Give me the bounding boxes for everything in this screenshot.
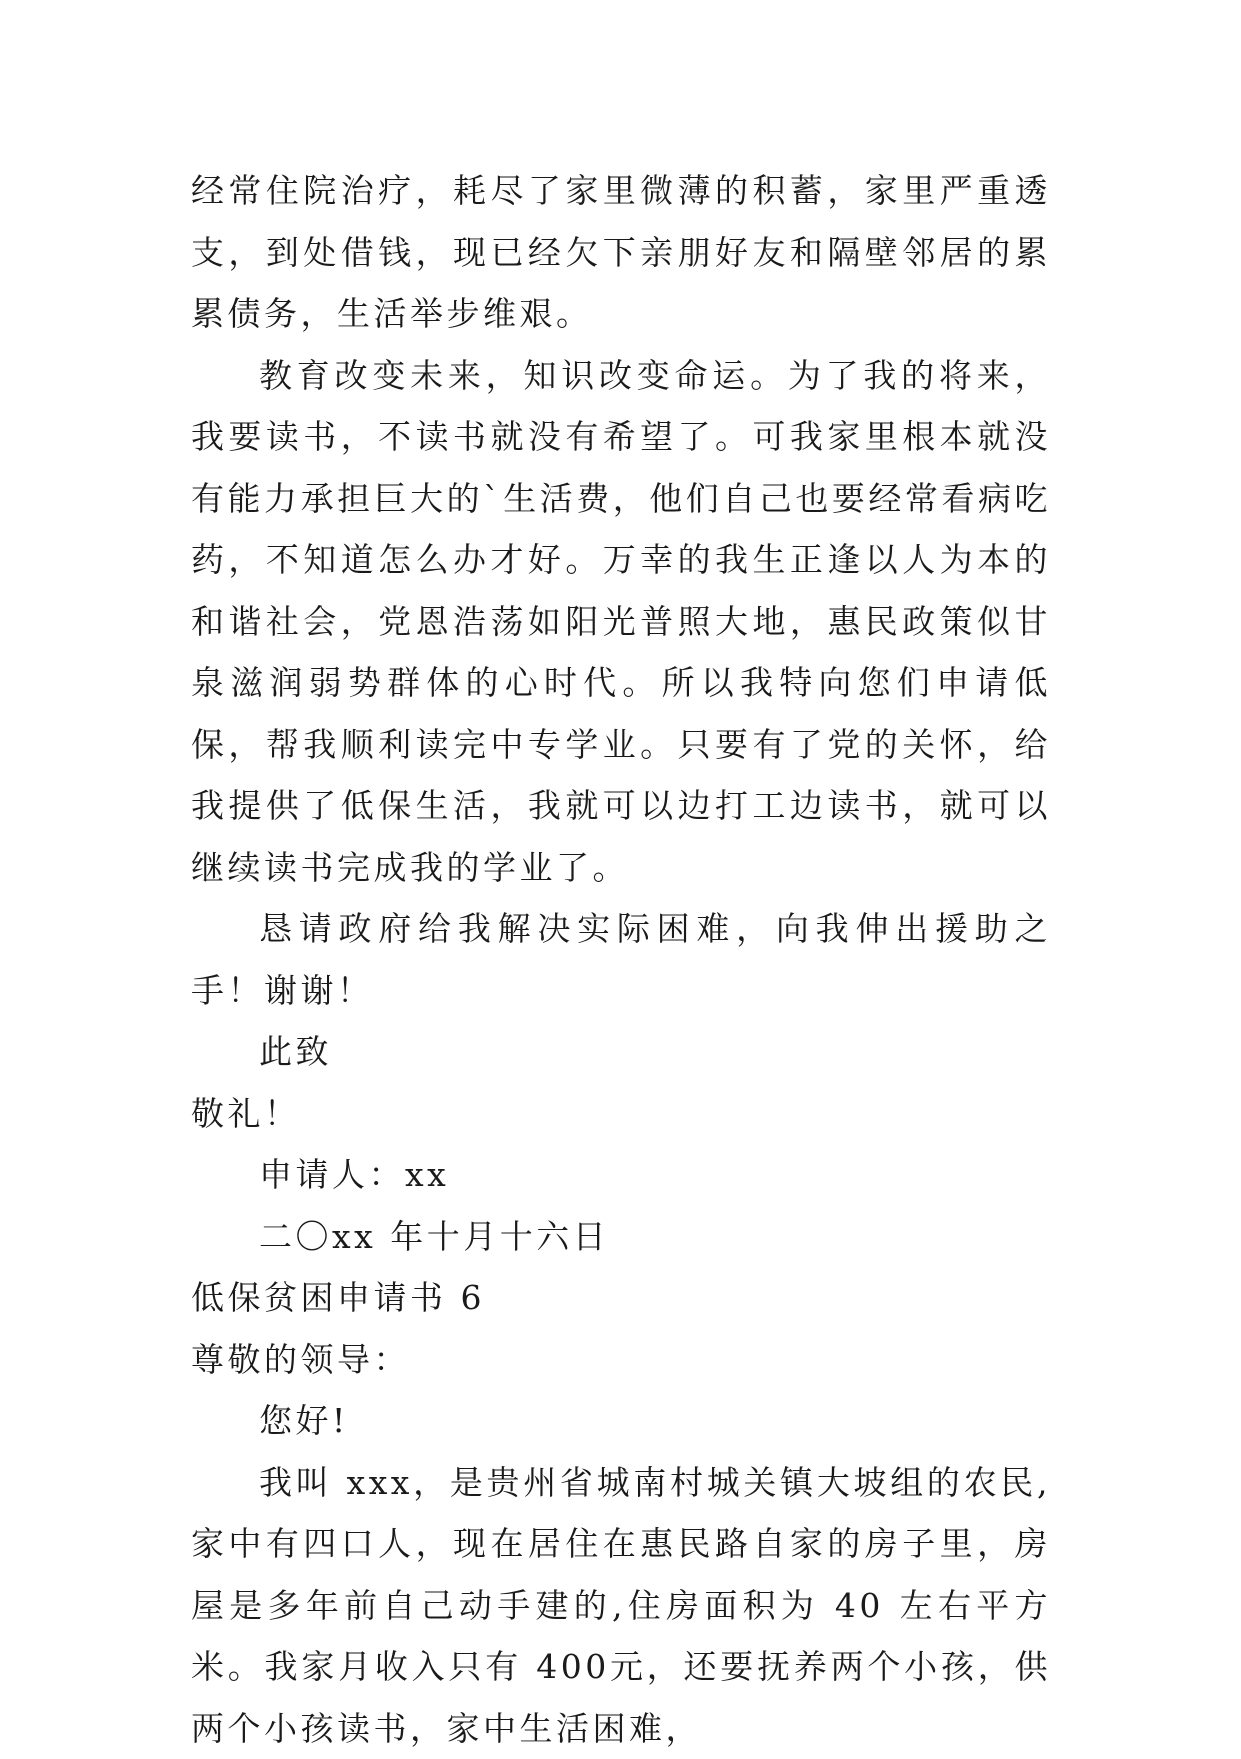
applicant-signature: 申请人：xx	[191, 1144, 1051, 1206]
closing-jingli: 敬礼！	[191, 1083, 1051, 1145]
paragraph-request: 恳请政府给我解决实际困难，向我伸出援助之手！谢谢！	[191, 898, 1051, 1021]
closing-cizhi: 此致	[191, 1021, 1051, 1083]
letter-date: 二〇xx 年十月十六日	[191, 1206, 1051, 1268]
paragraph-family-situation: 我叫 xxx，是贵州省城南村城关镇大坡组的农民,家中有四口人，现在居住在惠民路自家的房子里，房屋是多年前自己动手建的,住房面积为 40 左右平方米。我家月收入只有 400元，还要抚养两个小孩，供两个小孩读书，家中生活困难，	[191, 1452, 1051, 1759]
paragraph-education: 教育改变未来，知识改变命运。为了我的将来，我要读书，不读书就没有希望了。可我家里根本就没有能力承担巨大的`生活费，他们自己也要经常看病吃药，不知道怎么办才好。万幸的我生正逢以人为本的和谐社会，党恩浩荡如阳光普照大地，惠民政策似甘泉滋润弱势群体的心时代。所以我特向您们申请低保，帮我顺利读完中专学业。只要有了党的关怀，给我提供了低保生活，我就可以边打工边读书，就可以继续读书完成我的学业了。	[191, 345, 1051, 899]
section-title: 低保贫困申请书 6	[191, 1267, 1051, 1329]
paragraph-hardship: 经常住院治疗，耗尽了家里微薄的积蓄，家里严重透支，到处借钱，现已经欠下亲朋好友和隔壁邻居的累累债务，生活举步维艰。	[191, 160, 1051, 345]
document-page	[191, 160, 1051, 1759]
greeting: 您好!	[191, 1390, 1051, 1452]
salutation: 尊敬的领导：	[191, 1329, 1051, 1391]
